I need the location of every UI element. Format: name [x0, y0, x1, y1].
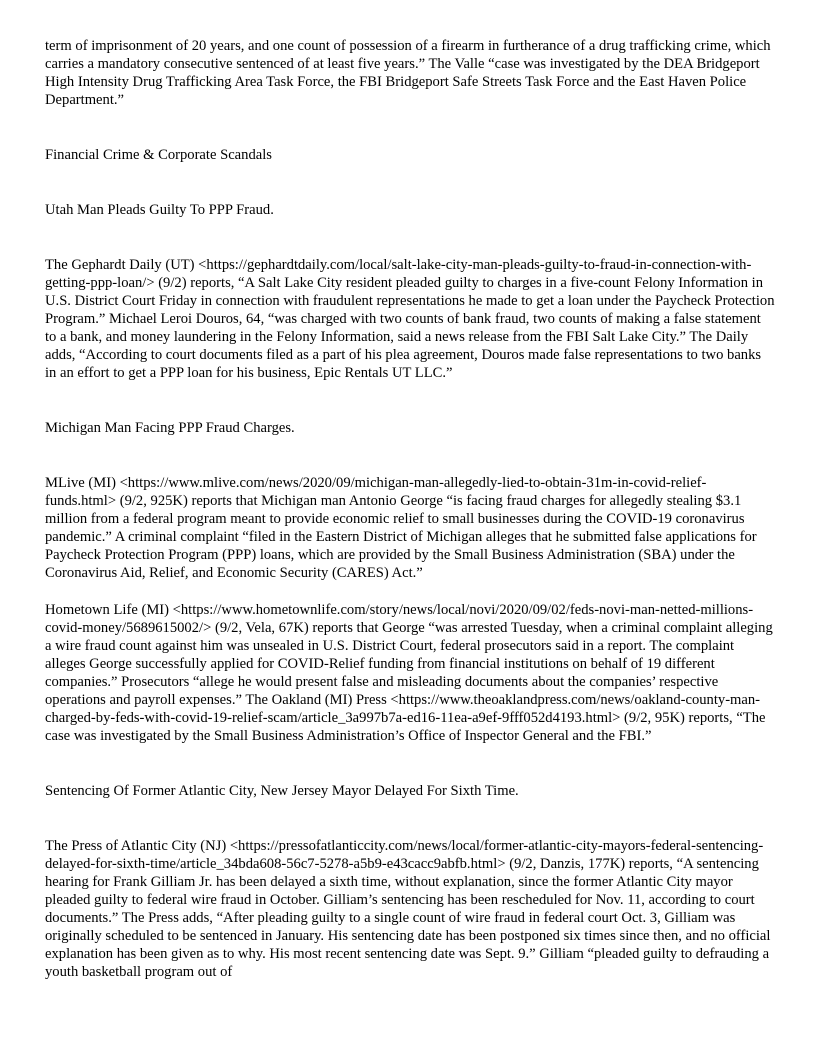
story-heading-utah-ppp: Utah Man Pleads Guilty To PPP Fraud. — [45, 202, 274, 218]
spacer — [45, 164, 775, 201]
spacer — [45, 382, 775, 419]
paragraph-valle-case: term of imprisonment of 20 years, and one count of possession of a firearm in furtherance of a drug trafficking crime, which carries a mandatory consecutive sentenced of at least five years.” The Valle “case was investigated by the DEA Bridgeport High Intensity Drug Trafficking Area Task Force, the FBI Bridgeport Safe Streets Task Force and the East Haven Police Department.” — [45, 38, 771, 108]
paragraph-mlive: MLive (MI) <https://www.mlive.com/news/2020/09/michigan-man-allegedly-lied-to-obtain-31m-in-covid-relief-funds.html> (9/2, 925K) reports that Michigan man Antonio George “is facing fraud charges for allegedly stealing $3.1 million from a federal program meant to provide economic relief to small businesses during the COVID-19 coronavirus pandemic.” A criminal complaint “filed in the Eastern District of Michigan alleges that he submitted false applications for Paycheck Protection Program (PPP) loans, which are provided by the Small Business Administration (SBA) under the Coronavirus Aid, Relief, and Economic Security (CARES) Act.” — [45, 475, 757, 581]
paragraph-press-atlantic-city: The Press of Atlantic City (NJ) <https://pressofatlanticcity.com/news/local/former-atlantic-city-mayors-federal-sentencing-delayed-for-sixth-time/article_34bda608-56c7-5278-a5b9-e43cacc9abfb.html> (9/2, Danzis, 177K) reports, “A sentencing hearing for Frank Gilliam Jr. has been delayed a sixth time, without explanation, since the former Atlantic City mayor pleaded guilty to federal wire fraud in October. Gilliam’s sentencing has been rescheduled for Nov. 11, according to court documents.” The Press adds, “After pleading guilty to a single count of wire fraud in federal court Oct. 3, Gilliam was originally scheduled to be sentenced in January. His sentencing date has been postponed six times since then, and no official explanation has been given as to why. His most recent sentencing date was Sept. 9.” Gilliam “pleaded guilty to defrauding a youth basketball program out of — [45, 838, 771, 980]
spacer — [45, 800, 775, 837]
document-page — [45, 37, 775, 981]
spacer — [45, 219, 775, 256]
story-heading-atlantic-city-mayor: Sentencing Of Former Atlantic City, New Jersey Mayor Delayed For Sixth Time. — [45, 783, 519, 799]
section-heading-financial-crime: Financial Crime & Corporate Scandals — [45, 147, 272, 163]
story-heading-michigan-ppp: Michigan Man Facing PPP Fraud Charges. — [45, 420, 295, 436]
paragraph-hometown-life: Hometown Life (MI) <https://www.hometownlife.com/story/news/local/novi/2020/09/02/feds-novi-man-netted-millions-covid-money/5689615002/> (9/2, Vela, 67K) reports that George “was arrested Tuesday, when a criminal complaint alleging a wire fraud count against him was unsealed in U.S. District Court, federal prosecutors said in a report. The complaint alleges George successfully applied for COVID-Relief funding from financial institutions on behalf of 19 different companies.” Prosecutors “allege he would present false and misleading documents about the companies’ respective operations and payroll expenses.” The Oakland (MI) Press <https://www.theoaklandpress.com/news/oakland-county-man-charged-by-feds-with-covid-19-relief-scam/article_3a997b7a-ed16-11ea-a9ef-9fff052d4193.html> (9/2, 95K) reports, “The case was investigated by the Small Business Administration’s Office of Inspector General and the FBI.” — [45, 602, 773, 744]
spacer — [45, 437, 775, 474]
paragraph-gephardt-daily: The Gephardt Daily (UT) <https://gephardtdaily.com/local/salt-lake-city-man-pleads-guilty-to-fraud-in-connection-with-getting-ppp-loan/> (9/2) reports, “A Salt Lake City resident pleaded guilty to charges in a five-count Felony Information in U.S. District Court Friday in connection with fraudulent representations he made to get a loan under the Paycheck Protection Program.” Michael Leroi Douros, 64, “was charged with two counts of bank fraud, two counts of making a false statement to a bank, and money laundering in the Felony Information, said a news release from the FBI Salt Lake City.” The Daily adds, “According to court documents filed as a part of his plea agreement, Douros made false representations to two banks in an effort to get a PPP loan for his business, Epic Rentals UT LLC.” — [45, 257, 775, 381]
spacer — [45, 745, 775, 782]
spacer — [45, 109, 775, 146]
spacer — [45, 582, 775, 601]
